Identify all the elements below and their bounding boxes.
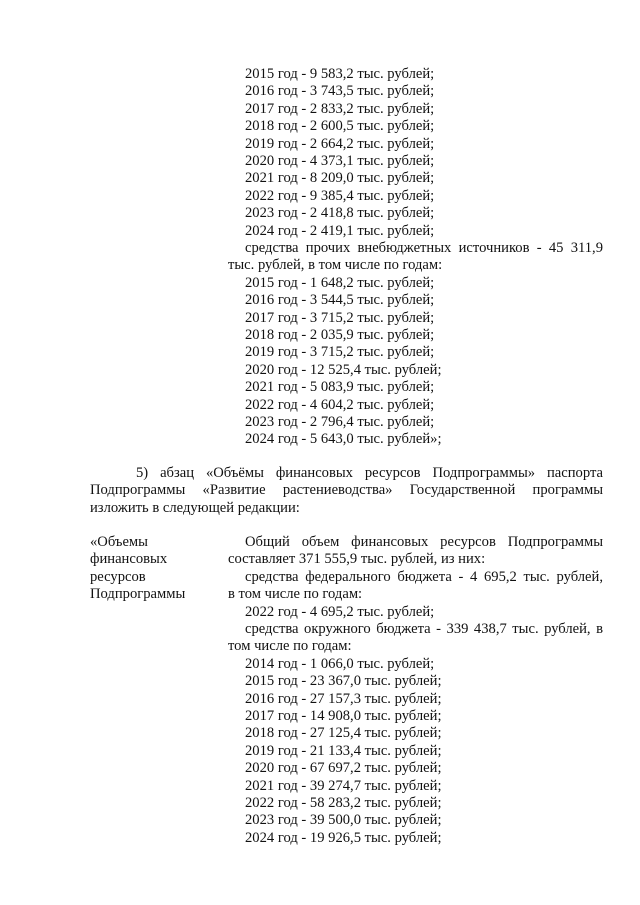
year-line: 2017 год - 3 715,2 тыс. рублей; (245, 309, 435, 326)
year-line: 2024 год - 5 643,0 тыс. рублей»; (245, 431, 442, 448)
total-line: Общий объем финансовых ресурсов Подпрограммы (245, 534, 603, 550)
year-line: 2021 год - 5 083,9 тыс. рублей; (245, 379, 435, 396)
year-line: 2023 год - 2 796,4 тыс. рублей; (245, 414, 435, 430)
year-line: 2017 год - 2 833,2 тыс. рублей; (245, 100, 435, 117)
year-line: 2015 год - 23 367,0 тыс. рублей; (245, 673, 442, 690)
paragraph-5-line: 5) абзац «Объёмы финансовых ресурсов Подпрограммы» паспорта (136, 465, 603, 481)
year-line: 2020 год - 12 525,4 тыс. рублей; (245, 361, 442, 378)
paragraph-5-line: изложить в следующей редакции: (90, 499, 300, 516)
year-line: 2019 год - 3 715,2 тыс. рублей; (245, 344, 435, 361)
year-line: 2015 год - 9 583,2 тыс. рублей; (245, 66, 435, 82)
year-line: 2020 год - 67 697,2 тыс. рублей; (245, 760, 442, 777)
year-line: 2014 год - 1 066,0 тыс. рублей; (245, 655, 435, 672)
year-line: 2021 год - 8 209,0 тыс. рублей; (245, 170, 435, 187)
row-label-line: ресурсов (90, 568, 146, 585)
row-label-line: Подпрограммы (90, 586, 186, 603)
paragraph-5-line: Подпрограммы «Развитие растениеводства» Государственной программы (90, 482, 603, 499)
year-line: 2019 год - 21 133,4 тыс. рублей; (245, 742, 442, 759)
year-line: 2018 год - 2 035,9 тыс. рублей; (245, 327, 435, 343)
row-label (90, 534, 220, 604)
total-line-cont: составляет 371 555,9 тыс. рублей, из них: (228, 551, 486, 568)
okrug-heading-cont: том числе по годам: (228, 638, 352, 655)
year-line: 2018 год - 2 600,5 тыс. рублей; (245, 118, 435, 135)
year-line: 2017 год - 14 908,0 тыс. рублей; (245, 708, 442, 724)
year-line: 2024 год - 2 419,1 тыс. рублей; (245, 222, 435, 239)
row-label-line: финансовых (90, 551, 168, 568)
year-line: 2021 год - 39 274,7 тыс. рублей; (245, 777, 442, 794)
year-line: 2022 год - 4 695,2 тыс. рублей; (245, 603, 435, 620)
other-sources-heading: средства прочих внебюджетных источников - 45 311,9 (245, 240, 603, 256)
year-line: 2020 год - 4 373,1 тыс. рублей; (245, 153, 435, 169)
year-line: 2024 год - 19 926,5 тыс. рублей; (245, 829, 442, 846)
year-line: 2016 год - 3 544,5 тыс. рублей; (245, 292, 435, 309)
year-line: 2022 год - 9 385,4 тыс. рублей; (245, 187, 435, 204)
okrug-heading: средства окружного бюджета - 339 438,7 тыс. рублей, в (245, 621, 603, 637)
year-line: 2015 год - 1 648,2 тыс. рублей; (245, 274, 435, 291)
year-line: 2019 год - 2 664,2 тыс. рублей; (245, 135, 435, 152)
year-line: 2023 год - 2 418,8 тыс. рублей; (245, 205, 435, 222)
year-line: 2023 год - 39 500,0 тыс. рублей; (245, 812, 442, 829)
year-line: 2016 год - 3 743,5 тыс. рублей; (245, 83, 435, 100)
year-line: 2016 год - 27 157,3 тыс. рублей; (245, 690, 442, 707)
other-sources-heading-cont: тыс. рублей, в том числе по годам: (228, 257, 443, 274)
year-line: 2018 год - 27 125,4 тыс. рублей; (245, 725, 442, 742)
federal-heading-cont: в том числе по годам: (228, 586, 363, 603)
federal-heading: средства федерального бюджета - 4 695,2 тыс. рублей, (245, 568, 603, 585)
row-label-line: «Объемы (90, 534, 148, 550)
year-line: 2022 год - 4 604,2 тыс. рублей; (245, 396, 435, 413)
year-line: 2022 год - 58 283,2 тыс. рублей; (245, 795, 442, 811)
